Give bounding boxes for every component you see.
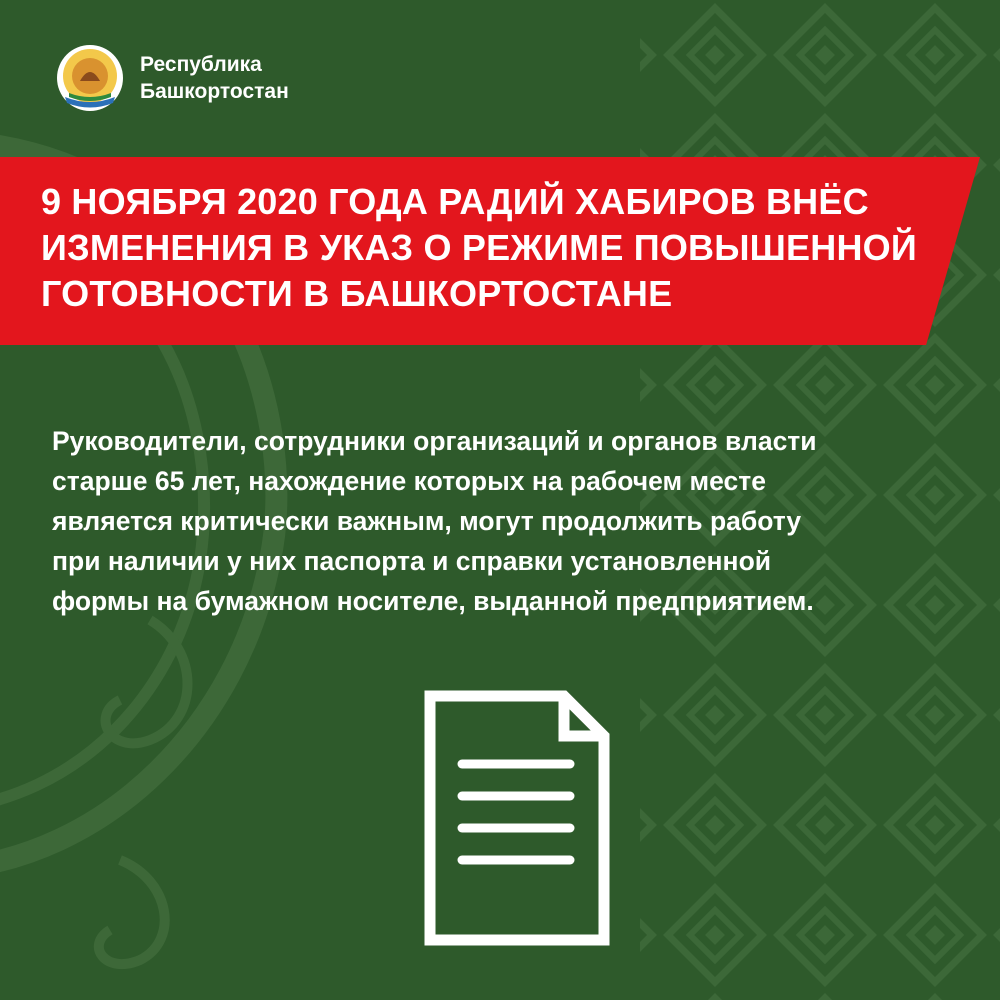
brand-line-1: Республика xyxy=(140,53,262,76)
headline-line: 9 НОЯБРЯ 2020 ГОДА РАДИЙ ХАБИРОВ ВНЁС xyxy=(41,181,869,222)
body-line: Руководители, сотрудники организаций и органов власти xyxy=(52,426,817,456)
bashkortostan-coat-of-arms-icon xyxy=(55,43,125,113)
body-line: при наличии у них паспорта и справки установленной xyxy=(52,546,772,576)
brand-line-2: Башкортостан xyxy=(140,80,289,103)
body-line: является критически важным, могут продолжить работу xyxy=(52,506,802,536)
headline xyxy=(41,179,917,317)
brand xyxy=(55,43,289,113)
body-line: формы на бумажном носителе, выданной предприятием. xyxy=(52,586,814,616)
headline-line: ГОТОВНОСТИ В БАШКОРТОСТАНЕ xyxy=(41,273,673,314)
headline-line: ИЗМЕНЕНИЯ В УКАЗ О РЕЖИМЕ ПОВЫШЕННОЙ xyxy=(41,227,917,268)
document-icon xyxy=(424,690,610,946)
body-text xyxy=(52,421,817,621)
body-line: старше 65 лет, нахождение которых на рабочем месте xyxy=(52,466,766,496)
